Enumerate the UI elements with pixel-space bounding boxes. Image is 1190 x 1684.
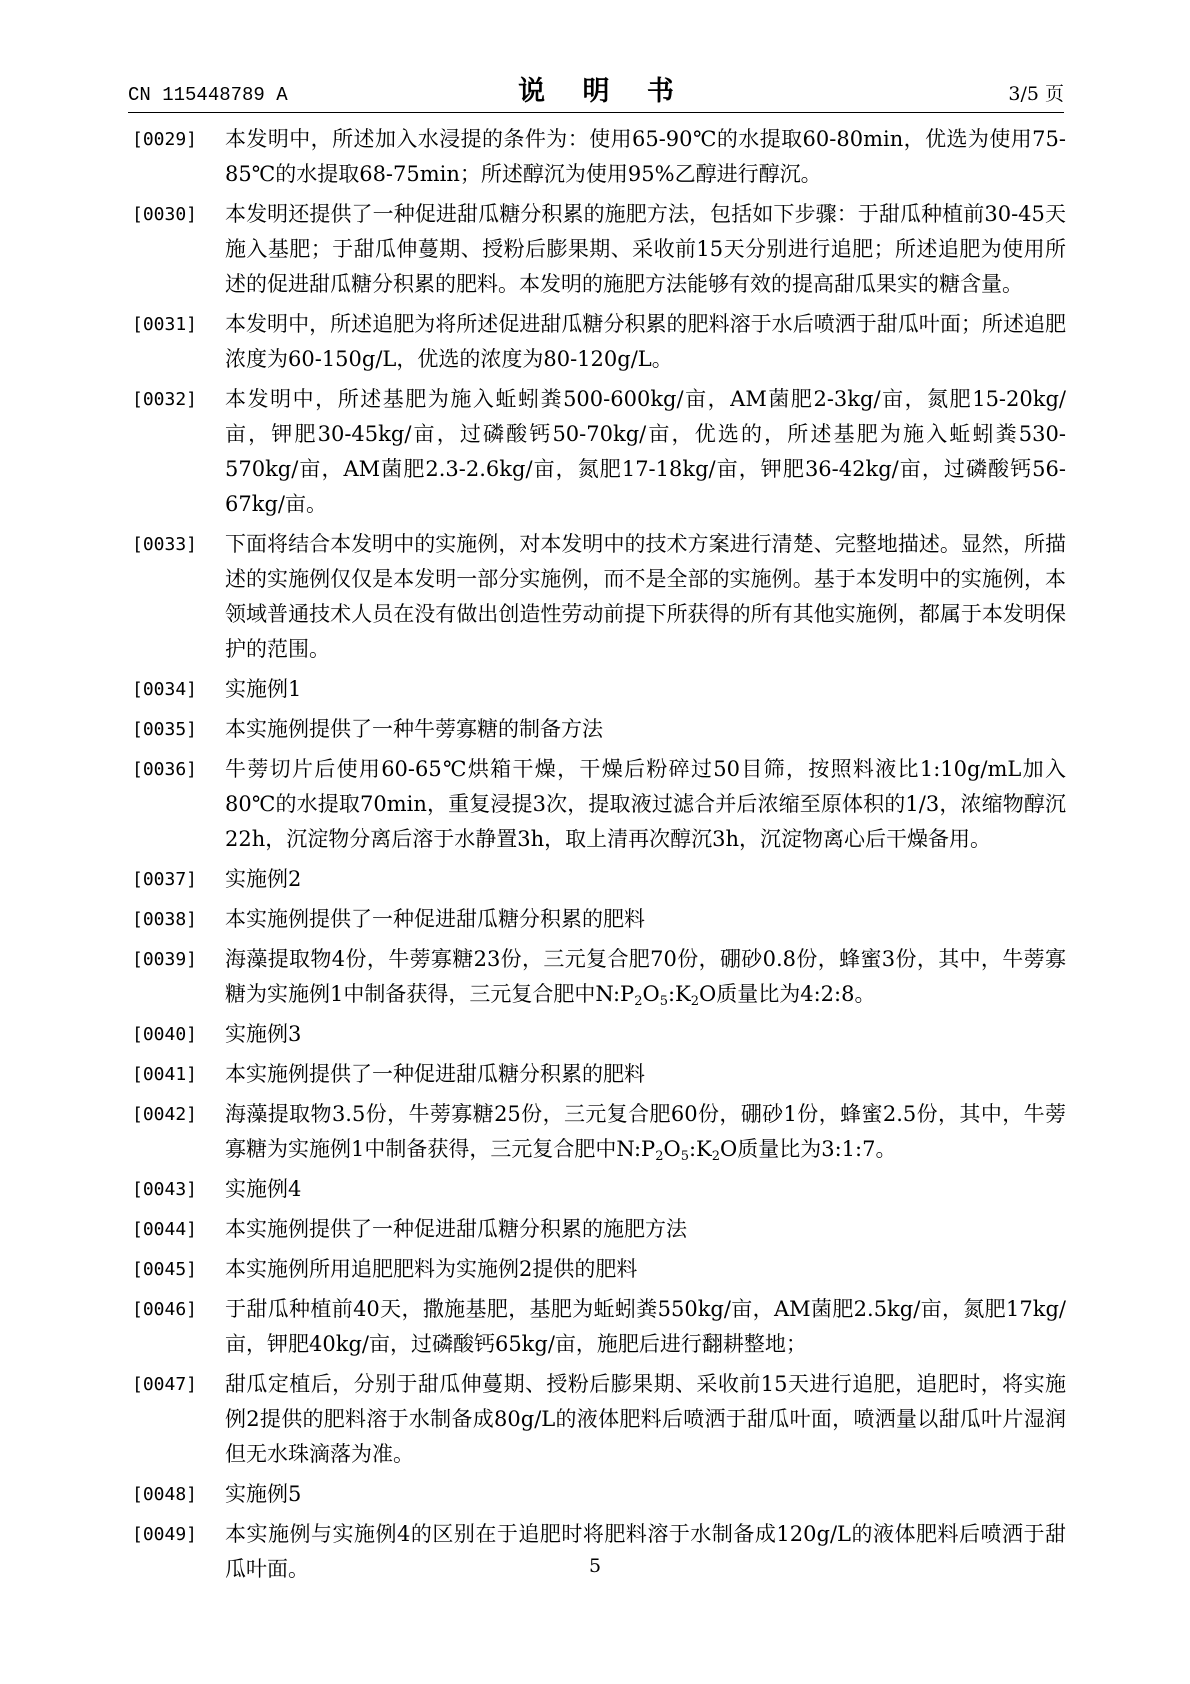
paragraph-number: [0034] (132, 679, 198, 700)
document-title: 说 明 书 (518, 76, 688, 107)
patent-number: CN 115448789 A (128, 84, 288, 106)
paragraph-number: [0030] (132, 204, 198, 225)
paragraph-0030 (132, 197, 1066, 302)
paragraph-text: 实施例1 (225, 677, 302, 701)
paragraph-number: [0048] (132, 1484, 198, 1505)
paragraph-text: 本实施例提供了一种促进甜瓜糖分积累的肥料 (225, 907, 645, 931)
paragraph-number: [0044] (132, 1219, 198, 1240)
paragraph-text: 实施例4 (225, 1177, 302, 1201)
paragraph-0047 (132, 1367, 1066, 1472)
paragraph-text: 牛蒡切片后使用60-65℃烘箱干燥，干燥后粉碎过50目筛，按照料液比1:10g/mL加入80℃的水提取70min，重复浸提3次，提取液过滤合并后浓缩至原体积的1/3，浓缩物醇沉22h，沉淀物分离后溶于水静置3h，取上清再次醇沉3h，沉淀物离心后干燥备用。 (225, 757, 1066, 851)
paragraph-text: 本实施例提供了一种促进甜瓜糖分积累的肥料 (225, 1062, 645, 1086)
paragraph-0042 (132, 1097, 1066, 1167)
subscript: 5 (659, 994, 668, 1009)
paragraph-text: 实施例5 (225, 1482, 302, 1506)
paragraph-number: [0033] (132, 534, 198, 555)
paragraph-0044 (132, 1212, 1066, 1247)
paragraph-text: 本发明中，所述加入水浸提的条件为：使用65-90℃的水提取60-80min，优选为使用75-85℃的水提取68-75min；所述醇沉为使用95%乙醇进行醇沉。 (225, 127, 1066, 186)
paragraph-0033 (132, 527, 1066, 667)
subscript: 2 (655, 1149, 664, 1164)
page-header (128, 70, 1064, 113)
paragraph-text: 甜瓜定植后，分别于甜瓜伸蔓期、授粉后膨果期、采收前15天进行追肥，追肥时，将实施例2提供的肥料溶于水制备成80g/L的液体肥料后喷洒于甜瓜叶面，喷洒量以甜瓜叶片湿润但无水珠滴落为准。 (225, 1372, 1066, 1466)
paragraph-text: 本发明中，所述基肥为施入蚯蚓粪500-600kg/亩，AM菌肥2-3kg/亩，氮肥15-20kg/亩，钾肥30-45kg/亩，过磷酸钙50-70kg/亩，优选的，所述基肥为施入蚯蚓粪530-570kg/亩，AM菌肥2.3-2.6kg/亩，氮肥17-18kg/亩，钾肥36-42kg/亩，过磷酸钙56-67kg/亩。 (225, 387, 1066, 516)
paragraph-number: [0047] (132, 1374, 198, 1395)
paragraph-0040 (132, 1017, 1066, 1052)
paragraph-number: [0046] (132, 1299, 198, 1320)
paragraph-text: 实施例2 (225, 867, 302, 891)
paragraph-number: [0045] (132, 1259, 198, 1280)
paragraph-number: [0041] (132, 1064, 198, 1085)
paragraph-text: 本实施例提供了一种促进甜瓜糖分积累的施肥方法 (225, 1217, 687, 1241)
paragraph-number: [0029] (132, 129, 198, 150)
paragraph-text: 海藻提取物3.5份，牛蒡寡糖25份，三元复合肥60份，硼砂1份，蜂蜜2.5份，其中，牛蒡寡糖为实施例1中制备获得，三元复合肥中N:P (225, 1102, 1066, 1161)
paragraph-number: [0042] (132, 1104, 198, 1125)
paragraph-text: 下面将结合本发明中的实施例，对本发明中的技术方案进行清楚、完整地描述。显然，所描述的实施例仅仅是本发明一部分实施例，而不是全部的实施例。基于本发明中的实施例，本领域普通技术人员在没有做出创造性劳动前提下所获得的所有其他实施例，都属于本发明保护的范围。 (225, 532, 1066, 661)
paragraph-number: [0043] (132, 1179, 198, 1200)
paragraph-0032 (132, 382, 1066, 522)
page-of-total: 3/5 页 (1008, 83, 1064, 105)
paragraph-0034 (132, 672, 1066, 707)
paragraph-0031 (132, 307, 1066, 377)
paragraph-text: 本发明还提供了一种促进甜瓜糖分积累的施肥方法，包括如下步骤：于甜瓜种植前30-45天施入基肥；于甜瓜伸蔓期、授粉后膨果期、采收前15天分别进行追肥；所述追肥为使用所述的促进甜瓜糖分积累的肥料。本发明的施肥方法能够有效的提高甜瓜果实的糖含量。 (225, 202, 1066, 296)
paragraph-0043 (132, 1172, 1066, 1207)
paragraph-text: O质量比为4:2:8。 (699, 982, 876, 1006)
subscript: 2 (711, 1149, 721, 1164)
paragraph-0036 (132, 752, 1066, 857)
paragraph-0045 (132, 1252, 1066, 1287)
paragraph-0037 (132, 862, 1066, 897)
paragraph-text: 本发明中，所述追肥为将所述促进甜瓜糖分积累的肥料溶于水后喷洒于甜瓜叶面；所述追肥浓度为60-150g/L，优选的浓度为80-120g/L。 (225, 312, 1066, 371)
paragraph-0041 (132, 1057, 1066, 1092)
paragraph-text: O质量比为3:1:7。 (720, 1137, 897, 1161)
paragraph-0035 (132, 712, 1066, 747)
paragraph-0046 (132, 1292, 1066, 1362)
paragraph-text: O (663, 1137, 681, 1161)
paragraph-number: [0032] (132, 389, 198, 410)
paragraph-0038 (132, 902, 1066, 937)
paragraph-number: [0036] (132, 759, 198, 780)
paragraph-text: O (642, 982, 660, 1006)
paragraph-text: 本实施例提供了一种牛蒡寡糖的制备方法 (225, 717, 603, 741)
paragraph-text: 本实施例与实施例4的区别在于追肥时将肥料溶于水制备成120g/L的液体肥料后喷洒于甜瓜叶面。 (225, 1522, 1066, 1581)
paragraph-text: :K (688, 1137, 712, 1161)
paragraph-text: 海藻提取物4份，牛蒡寡糖23份，三元复合肥70份，硼砂0.8份，蜂蜜3份，其中，牛蒡寡糖为实施例1中制备获得，三元复合肥中N:P (225, 947, 1066, 1006)
document-body (132, 122, 1066, 1592)
paragraph-number: [0040] (132, 1024, 198, 1045)
paragraph-number: [0038] (132, 909, 198, 930)
paragraph-number: [0037] (132, 869, 198, 890)
paragraph-text: 本实施例所用追肥肥料为实施例2提供的肥料 (225, 1257, 638, 1281)
subscript: 5 (680, 1149, 689, 1164)
subscript: 2 (634, 994, 643, 1009)
paragraph-number: [0035] (132, 719, 198, 740)
paragraph-number: [0049] (132, 1524, 198, 1545)
paragraph-text: 实施例3 (225, 1022, 302, 1046)
paragraph-0029 (132, 122, 1066, 192)
paragraph-0039 (132, 942, 1066, 1012)
page-number: 5 (588, 1555, 602, 1577)
paragraph-number: [0031] (132, 314, 198, 335)
subscript: 2 (690, 994, 700, 1009)
paragraph-number: [0039] (132, 949, 198, 970)
paragraph-0048 (132, 1477, 1066, 1512)
paragraph-text: 于甜瓜种植前40天，撒施基肥，基肥为蚯蚓粪550kg/亩，AM菌肥2.5kg/亩，氮肥17kg/亩，钾肥40kg/亩，过磷酸钙65kg/亩，施肥后进行翻耕整地； (225, 1297, 1066, 1356)
paragraph-text: :K (667, 982, 691, 1006)
